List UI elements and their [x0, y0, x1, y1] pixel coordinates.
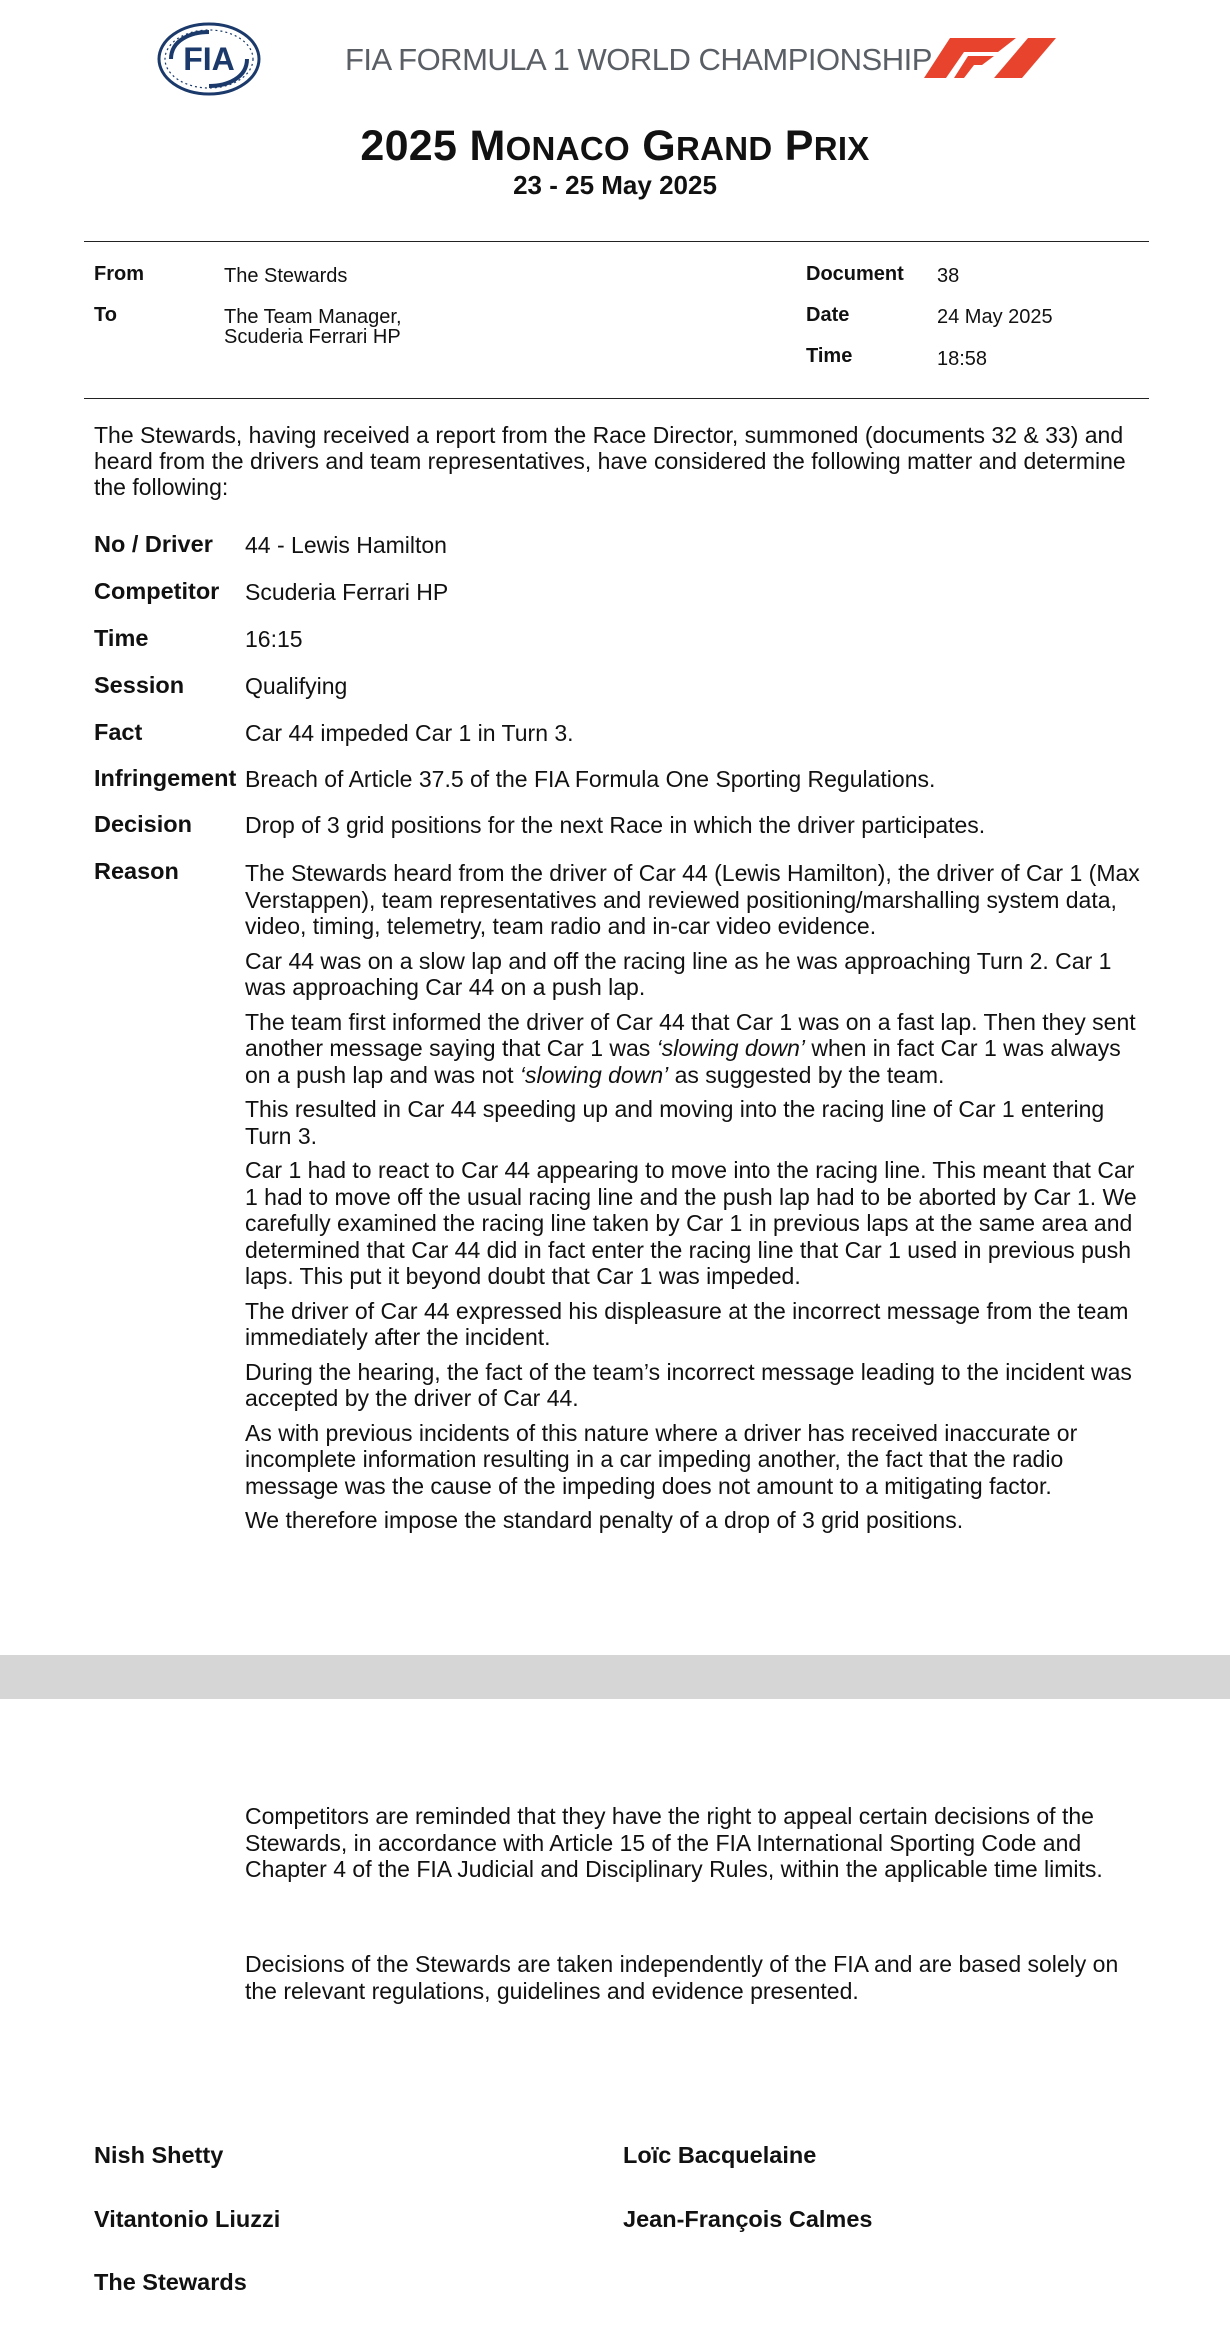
reason-p3-quote-1: ‘slowing down’	[656, 1035, 805, 1061]
reason-paragraph-1: The Stewards heard from the driver of Car 44 (Lewis Hamilton), the driver of Car 1 (Max Verstappen), team representatives and reviewed positioning/marshalling system data, video, timing, telemetry, team radio and in-car video evidence.	[245, 860, 1140, 939]
session-label: Session	[94, 672, 185, 698]
steward-signature-1: Nish Shetty	[94, 2142, 224, 2168]
reason-p3-part-b: when in fact Car 1 was always on a push lap and was not	[245, 1035, 1121, 1088]
reason-paragraph-8: As with previous incidents of this nature where a driver has received inaccurate or incomplete information resulting in a car impeding another, the fact that the radio message was the cause of the impeding does not amount to a mitigating factor.	[245, 1419, 1078, 1499]
event-year: 2025	[360, 122, 458, 170]
date-value: 24 May 2025	[937, 306, 1053, 328]
reason-p3-part-c: as suggested by the team.	[668, 1061, 945, 1088]
appeal-notice: Competitors are reminded that they have the right to appeal certain decisions of the Stewards, in accordance with Article 15 of the FIA International Sporting Code and Chapter 4 of the FIA Judicial and Disciplinary Rules, within the applicable time limits.	[245, 1803, 1103, 1882]
event-word-1: MONACO	[469, 122, 630, 170]
from-value: The Stewards	[224, 265, 348, 287]
fact-label: Fact	[94, 719, 143, 745]
event-dates: 23 - 25 May 2025	[513, 170, 717, 200]
event-title	[0, 122, 1230, 171]
time-value: 18:58	[937, 348, 988, 370]
top-rule	[84, 241, 1149, 242]
reason-paragraph-6: The driver of Car 44 expressed his displeasure at the incorrect message from the team immediately after the incident.	[245, 1297, 1129, 1350]
intro-paragraph: The Stewards, having received a report from the Race Director, summoned (documents 32 & 33) and heard from the drivers and team representatives, have considered the following matter and determine the following:	[94, 422, 1126, 500]
competitor-value: Scuderia Ferrari HP	[245, 579, 449, 605]
event-word-2: GRAND	[642, 122, 773, 170]
steward-signature-3: Vitantonio Liuzzi	[94, 2206, 281, 2232]
reason-paragraph-9: We therefore impose the standard penalty of a drop of 3 grid positions.	[245, 1507, 964, 1533]
fact-value: Car 44 impeded Car 1 in Turn 3.	[245, 720, 574, 746]
steward-signature-4: Jean-François Calmes	[623, 2206, 873, 2232]
fia-logo-text: FIA	[183, 41, 235, 77]
fia-logo	[157, 22, 261, 96]
steward-signature-2: Loïc Bacquelaine	[623, 2142, 817, 2168]
reason-p3-quote-2: ‘slowing down’	[519, 1061, 669, 1088]
reason-paragraph-3	[245, 1009, 1145, 1089]
to-label: To	[94, 304, 117, 326]
decision-label: Decision	[94, 811, 192, 837]
infringement-value: Breach of Article 37.5 of the FIA Formula One Sporting Regulations.	[245, 766, 936, 792]
reason-paragraph-7: During the hearing, the fact of the team’s incorrect message leading to the incident was accepted by the driver of Car 44.	[245, 1358, 1132, 1411]
championship-title: FIA FORMULA 1 WORLD CHAMPIONSHIP	[345, 42, 932, 77]
decision-value: Drop of 3 grid positions for the next Race in which the driver participates.	[245, 812, 986, 838]
session-value: Qualifying	[245, 673, 348, 699]
reason-paragraph-5: Car 1 had to react to Car 44 appearing to move into the racing line. This meant that Car 1 had to move off the usual racing line and the push lap had to be aborted by Car 1. We carefully examined the racing line taken by Car 1 in previous laps at the same area and determined that Car 44 did in fact enter the racing line that Car 1 used in previous push laps. This put it beyond doubt that Car 1 was impeded.	[245, 1157, 1137, 1289]
f1-logo	[924, 38, 1076, 78]
reason-paragraph-4: This resulted in Car 44 speeding up and moving into the racing line of Car 1 entering Turn 3.	[245, 1096, 1105, 1149]
event-word-3: PRIX	[784, 122, 870, 170]
time-label: Time	[806, 345, 853, 367]
infringement-label: Infringement	[94, 765, 237, 791]
driver-value: 44 - Lewis Hamilton	[245, 532, 447, 558]
meta-rule	[84, 398, 1149, 399]
competitor-label: Competitor	[94, 578, 220, 604]
document-label: Document	[806, 263, 904, 285]
reason-label: Reason	[94, 858, 179, 884]
to-value-line2: Scuderia Ferrari HP	[224, 326, 401, 348]
page-break-band	[0, 1655, 1230, 1699]
driver-label: No / Driver	[94, 531, 213, 557]
from-label: From	[94, 263, 144, 285]
incident-time-label: Time	[94, 625, 149, 651]
document-value: 38	[937, 265, 960, 287]
to-value-line1: The Team Manager,	[224, 306, 402, 328]
incident-time-value: 16:15	[245, 626, 303, 652]
reason-p3-part-a: The team first informed the driver of Car 44 that Car 1 was on a fast lap. Then they sent another message saying that Car 1 was	[245, 1008, 1136, 1061]
reason-body	[245, 860, 1145, 1542]
stewards-footer: The Stewards	[94, 2269, 247, 2295]
date-label: Date	[806, 304, 850, 326]
reason-paragraph-2: Car 44 was on a slow lap and off the racing line as he was approaching Turn 2. Car 1 was approaching Car 44 on a push lap.	[245, 947, 1112, 1000]
independence-notice: Decisions of the Stewards are taken independently of the FIA and are based solely on the relevant regulations, guidelines and evidence presented.	[245, 1951, 1119, 2004]
